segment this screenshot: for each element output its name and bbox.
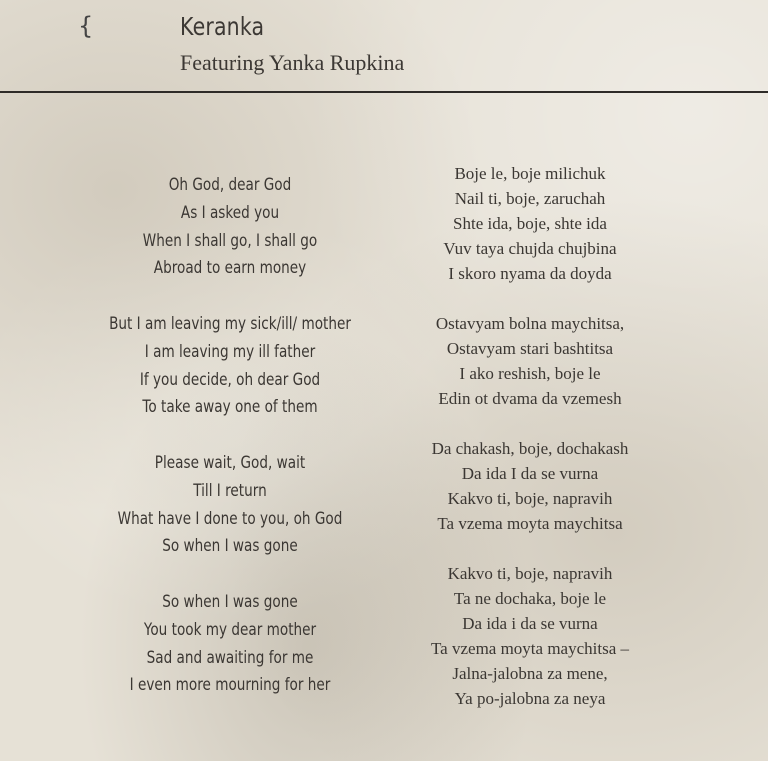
stanza-gap	[65, 283, 395, 311]
lyric-line: Da chakash, boje, dochakash	[431, 439, 629, 458]
song-subtitle: Featuring Yanka Rupkina	[180, 50, 405, 75]
stanza-gap	[380, 536, 680, 561]
lyric-line: Ta vzema moyta maychitsa –	[430, 639, 629, 658]
lyric-line: I even more mourning for her	[129, 675, 331, 696]
header-brace: {	[78, 12, 94, 40]
lyric-line: Nail ti, boje, zaruchah	[454, 189, 606, 208]
lyric-line: Ta ne dochaka, boje le	[453, 589, 607, 608]
lyric-line: As I asked you	[180, 202, 280, 223]
lyric-line: So when I was gone	[162, 591, 298, 612]
lyric-line: Boje le, boje milichuk	[454, 164, 606, 183]
lyric-line: Da ida I da se vurna	[461, 464, 599, 483]
lyric-line: Jalna-jalobna za mene,	[452, 664, 608, 683]
lyric-line: Please wait, God, wait	[154, 452, 306, 473]
lyric-line: Sad and awaiting for me	[146, 647, 314, 668]
bulgarian-lyrics	[380, 161, 680, 711]
lyric-line: Ya po-jalobna za neya	[454, 689, 606, 708]
lyric-line: If you decide, oh dear God	[139, 369, 321, 390]
stanza-gap	[380, 411, 680, 436]
stanza-gap	[65, 561, 395, 589]
lyric-line: Vuv taya chujda chujbina	[443, 239, 617, 258]
lyric-line: Oh God, dear God	[168, 175, 292, 195]
lyric-line: Ta vzema moyta maychitsa	[437, 514, 623, 533]
lyric-line: So when I was gone	[162, 536, 298, 557]
lyric-line: I ako reshish, boje le	[459, 364, 601, 383]
header-divider	[0, 91, 768, 93]
lyric-line: Kakvo ti, boje, napravih	[447, 564, 613, 583]
lyric-line: But I am leaving my sick/ill/ mother	[109, 313, 351, 334]
lyric-line: Da ida i da se vurna	[462, 614, 598, 633]
lyric-line: When I shall go, I shall go	[142, 230, 318, 251]
lyric-line: Till I return	[193, 480, 267, 501]
english-lyrics	[65, 172, 395, 700]
lyric-line: You took my dear mother	[143, 619, 317, 640]
lyric-line: I am leaving my ill father	[144, 341, 316, 362]
lyric-line: Abroad to earn money	[153, 258, 307, 279]
lyric-line: Edin ot dvama da vzemesh	[438, 389, 622, 408]
stanza-gap	[65, 422, 395, 450]
lyric-line: Kakvo ti, boje, napravih	[447, 489, 613, 508]
stanza-gap	[380, 286, 680, 311]
lyric-line: What have I done to you, oh God	[117, 508, 343, 529]
lyric-line: Ostavyam stari bashtitsa	[446, 339, 614, 358]
lyric-line: Ostavyam bolna maychitsa,	[435, 314, 625, 333]
song-title: Keranka	[180, 12, 265, 41]
lyric-line: I skoro nyama da doyda	[448, 264, 612, 283]
lyric-line: To take away one of them	[142, 397, 318, 418]
lyric-line: Shte ida, boje, shte ida	[453, 214, 607, 233]
